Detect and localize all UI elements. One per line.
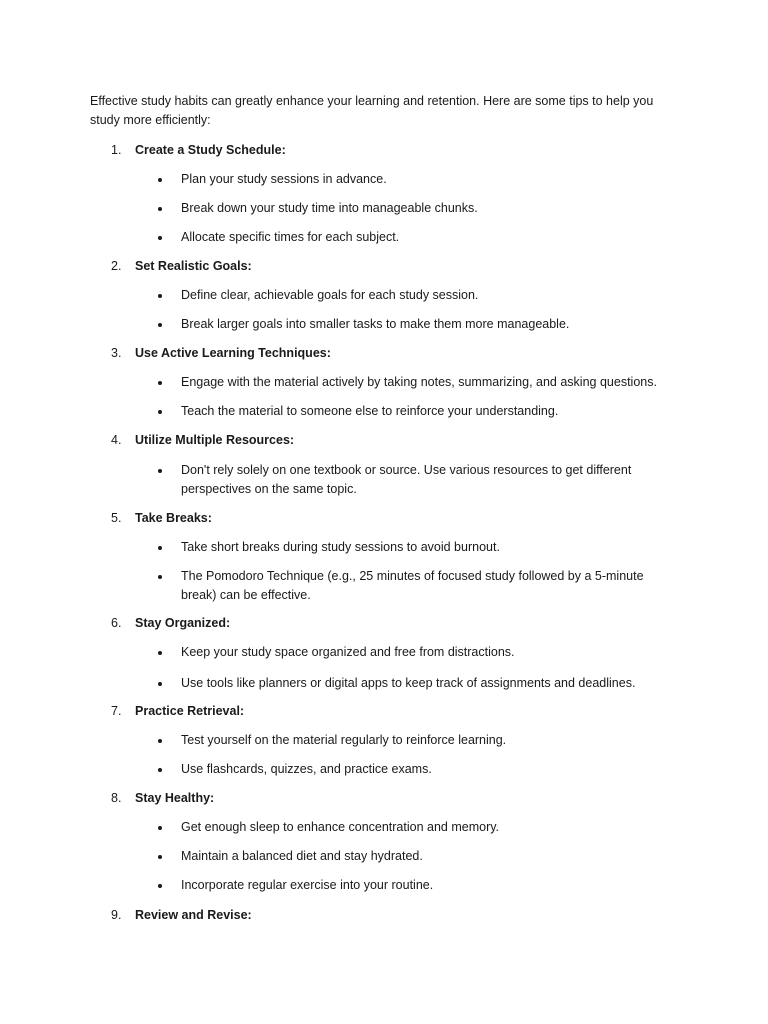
bullet-text: Use flashcards, quizzes, and practice exams. [181,762,432,776]
bullet-item [156,199,676,218]
list-item-title: Use Active Learning Techniques: [135,346,331,360]
list-number: 4. [111,433,122,447]
list-number: 6. [111,616,122,630]
bullet-item [156,567,656,605]
bullet-item [156,876,676,895]
bullet-text: Use tools like planners or digital apps to keep track of assignments and deadlines. [181,676,636,690]
list-item-heading-3 [111,344,331,363]
intro-paragraph: Effective study habits can greatly enhance your learning and retention. Here are some tips to help you study more efficiently: [90,94,654,127]
list-item-title: Stay Healthy: [135,791,215,805]
bullet-item [156,538,676,557]
bullet-text: Keep your study space organized and free from distractions. [181,645,515,659]
bullet-text: Engage with the material actively by taking notes, summarizing, and asking questions. [181,375,657,389]
list-number: 2. [111,259,122,273]
bullet-text: Take short breaks during study sessions to avoid burnout. [181,540,500,554]
list-item-title: Utilize Multiple Resources: [135,433,295,447]
list-item-heading-1 [111,141,286,160]
bullet-text: The Pomodoro Technique (e.g., 25 minutes of focused study followed by a 5-minute break) can be effective. [181,569,644,602]
bullet-item [156,847,676,866]
list-number: 7. [111,704,122,718]
bullet-item [156,760,676,779]
bullet-item [156,315,676,334]
bullet-item [156,286,676,305]
bullet-item [156,674,676,693]
list-number: 8. [111,791,122,805]
list-item-heading-8 [111,789,214,808]
list-item-heading-5 [111,509,212,528]
list-item-title: Take Breaks: [135,511,212,525]
bullet-item [156,643,676,662]
bullet-text: Plan your study sessions in advance. [181,172,387,186]
bullet-text: Define clear, achievable goals for each study session. [181,288,479,302]
list-number: 3. [111,346,122,360]
bullet-text: Maintain a balanced diet and stay hydrated. [181,849,423,863]
bullet-text: Allocate specific times for each subject. [181,230,400,244]
bullet-item [156,461,646,499]
list-number: 5. [111,511,122,525]
bullet-text: Break larger goals into smaller tasks to make them more manageable. [181,317,570,331]
list-item-heading-4 [111,431,294,450]
bullet-text: Get enough sleep to enhance concentration and memory. [181,820,500,834]
bullet-text: Teach the material to someone else to reinforce your understanding. [181,404,559,418]
bullet-item [156,228,676,247]
bullet-item [156,731,676,750]
list-item-title: Review and Revise: [135,908,252,922]
bullet-item [156,818,676,837]
bullet-item [156,170,676,189]
bullet-text: Break down your study time into manageable chunks. [181,201,478,215]
list-item-heading-7 [111,702,244,721]
bullet-text: Incorporate regular exercise into your routine. [181,878,434,892]
list-item-title: Set Realistic Goals: [135,259,252,273]
list-item-title: Stay Organized: [135,616,231,630]
bullet-item [156,402,676,421]
list-number: 1. [111,143,122,157]
list-number: 9. [111,908,122,922]
list-item-title: Create a Study Schedule: [135,143,286,157]
list-item-heading-6 [111,614,230,633]
bullet-text: Don't rely solely on one textbook or source. Use various resources to get different perspectives on the same topic. [181,463,632,496]
list-item-heading-2 [111,257,252,276]
list-item-heading-9 [111,906,252,925]
list-item-title: Practice Retrieval: [135,704,245,718]
bullet-item [156,373,676,392]
bullet-text: Test yourself on the material regularly to reinforce learning. [181,733,507,747]
